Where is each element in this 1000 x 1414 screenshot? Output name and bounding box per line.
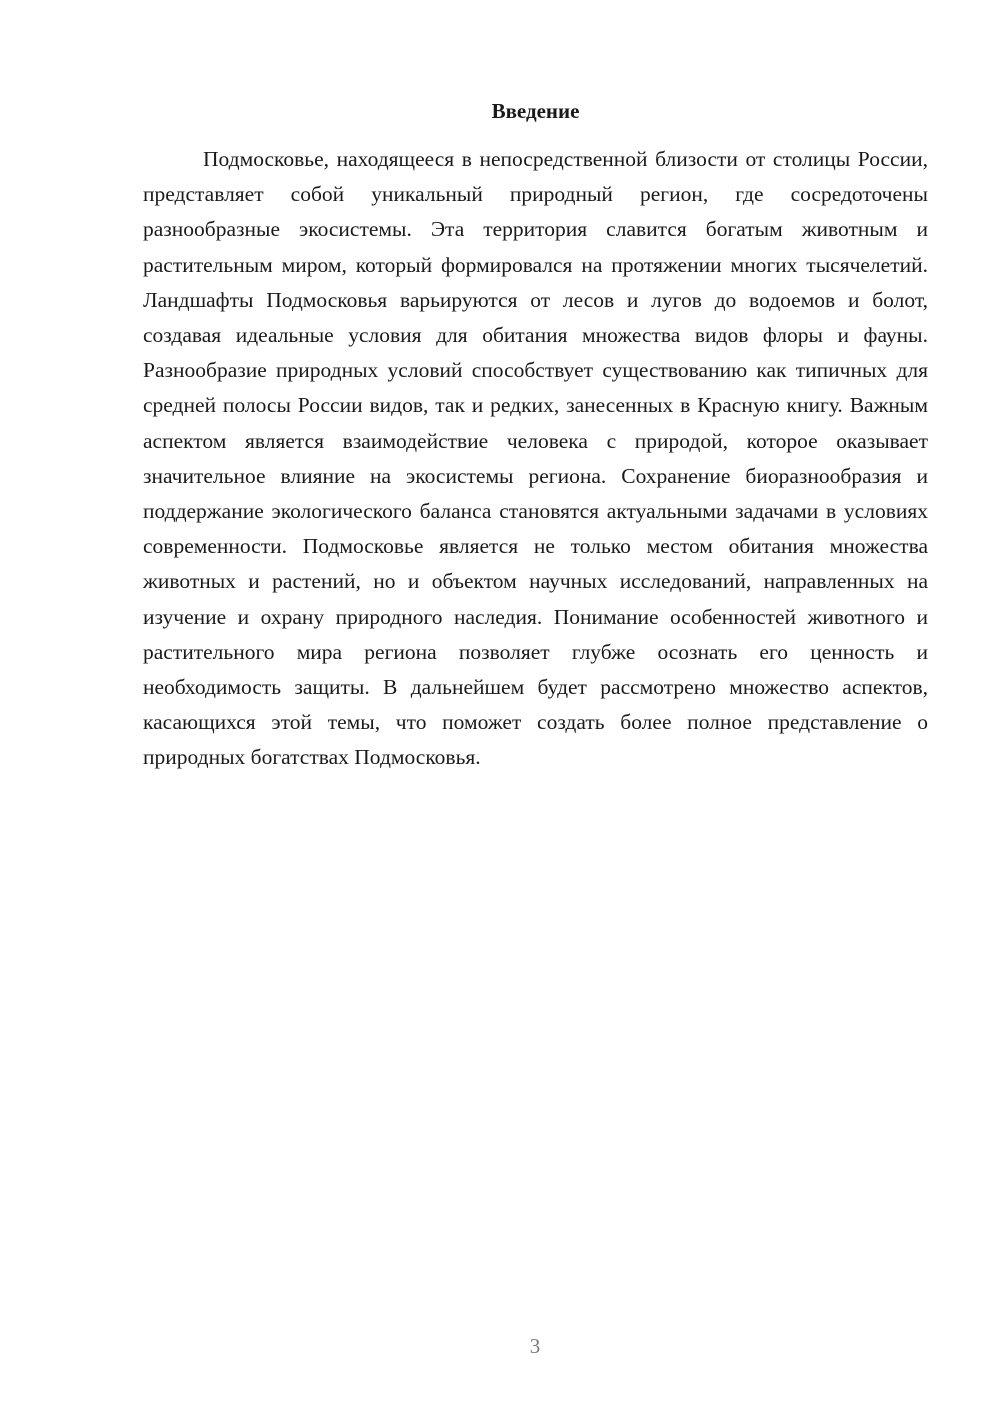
section-heading: Введение <box>491 99 580 123</box>
intro-paragraph: Подмосковье, находящееся в непосредственной близости от столицы России, представляет собой уникальный природный регион, где сосредоточены разнообразные экосистемы. Эта территория славится богатым животным и растительным миром, который формировался на протяжении многих тысячелетий. Ландшафты Подмосковья варьируются от лесов и лугов до водоемов и болот, создавая идеальные условия для обитания множества видов флоры и фауны. Разнообразие природных условий способствует существованию как типичных для средней полосы России видов, так и редких, занесенных в Красную книгу. Важным аспектом является взаимодействие человека с природой, которое оказывает значительное влияние на экосистемы региона. Сохранение биоразнообразия и поддержание экологического баланса становятся актуальными задачами в условиях современности. Подмосковье является не только местом обитания множества животных и растений, но и объектом научных исследований, направленных на изучение и охрану природного наследия. Понимание особенностей животного и растительного мира региона позволяет глубже осознать его ценность и необходимость защиты. В дальнейшем будет рассмотрено множество аспектов, касающихся этой темы, что поможет создать более полное представление о природных богатствах Подмосковья. <box>143 147 928 770</box>
page-number: 3 <box>529 1334 541 1358</box>
